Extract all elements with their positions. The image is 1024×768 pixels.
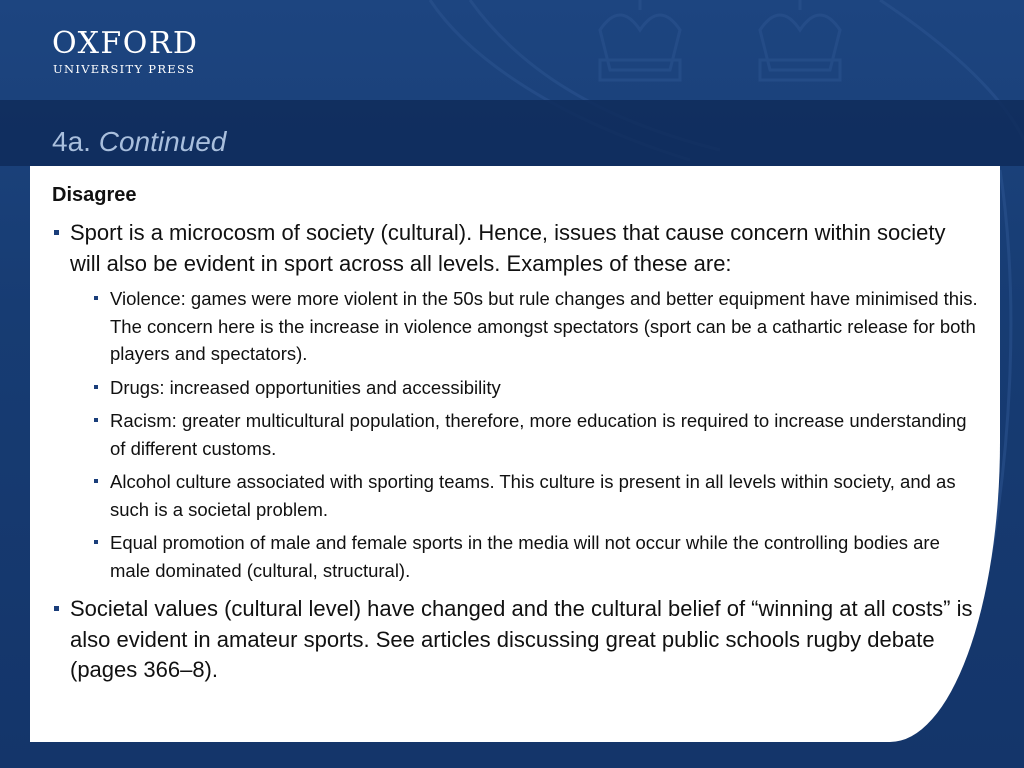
sub-bullet-text: Violence: games were more violent in the 50s but rule changes and better equipment have minimised this. The concern here is the increase in violence amongst spectators (sport can be a cathartic release for both players and spectators). <box>110 288 978 364</box>
slide-title-prefix: 4a. <box>52 126 91 157</box>
sub-bullet-text: Drugs: increased opportunities and accessibility <box>110 376 501 398</box>
bullet-text: Sport is a microcosm of society (cultural). Hence, issues that cause concern within society will also be evident in sport across all levels. Examples of these are: <box>70 220 946 276</box>
sub-bullet-list <box>92 285 982 584</box>
logo-subtitle: UNIVERSITY PRESS <box>53 62 196 76</box>
square-bullet-icon <box>54 606 59 611</box>
section-heading: Disagree <box>52 184 137 206</box>
bullet-text: Societal values (cultural level) have changed and the cultural belief of “winning at all costs” is also evident in amateur sports. See articles discussing great public schools rugby debate (pages 366–8). <box>70 596 973 682</box>
logo-wordmark: OXFORD <box>52 26 199 61</box>
sub-bullet-item <box>92 285 982 368</box>
sub-bullet-item <box>92 374 982 402</box>
sub-bullet-text: Racism: greater multicultural population, therefore, more education is required to increase understanding of different customs. <box>110 410 967 459</box>
square-bullet-icon <box>94 540 98 544</box>
bullet-item <box>52 218 982 279</box>
slide-title <box>52 126 226 158</box>
content-panel <box>30 166 1000 742</box>
slide-title-italic: Continued <box>98 126 227 157</box>
sub-bullet-item <box>92 468 982 523</box>
square-bullet-icon <box>94 385 98 389</box>
bullet-item <box>52 594 982 686</box>
square-bullet-icon <box>94 296 98 300</box>
bullet-list <box>52 218 982 686</box>
publisher-logo <box>52 28 198 76</box>
sub-bullet-item <box>92 529 982 584</box>
sub-bullet-item <box>92 407 982 462</box>
square-bullet-icon <box>54 230 59 235</box>
square-bullet-icon <box>94 479 98 483</box>
sub-bullet-text: Equal promotion of male and female sports in the media will not occur while the controlling bodies are male dominated (cultural, structural). <box>110 532 940 581</box>
sub-bullet-text: Alcohol culture associated with sporting teams. This culture is present in all levels within society, and as such is a societal problem. <box>110 471 956 520</box>
square-bullet-icon <box>94 418 98 422</box>
